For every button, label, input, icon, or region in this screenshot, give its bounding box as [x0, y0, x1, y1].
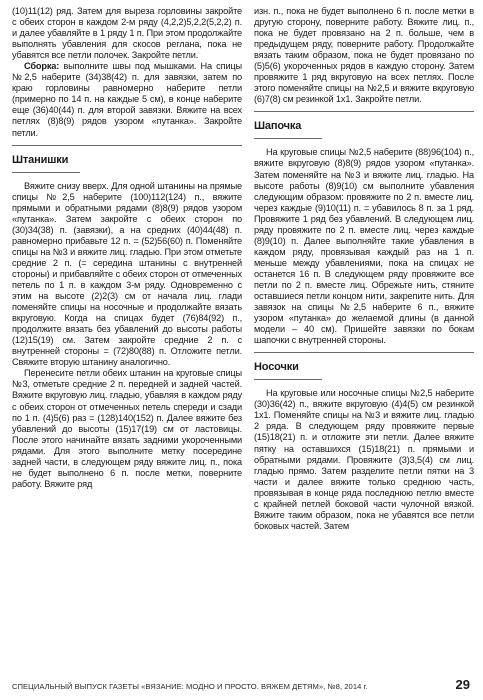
assembly-text: выполните швы под мышками. На спицы №2,5 наберите (34)38(42) п. для завязки, затем по краю горловины равномерно наберите петли (примерно по 14 п. на каждые 5 см), в конце наберите еще (36)40(44) п. для второй завязки. Вяжите на всех петлях (8)8(9) рядов узором «путанка». Закройте петли. — [12, 61, 242, 138]
paragraph-pants-2: Перенесите петли обеих штанин на круговые спицы №3, отметьте средние 2 п. передней и задней частей. Вяжите вкруговую лиц. гладью, убавляя в каждом ряду с обеих сторон от отмеченных петель спереди и сзади по 1 п. (4)5(6) раз = (128)140(152) п. Далее вяжите без убавлений до высоты (15)17(19) см от ластовицы. После этого начинайте вязать задними укороченными рядами. Для этого выполните метку посередине задней части, в следующем ряду вяжите лиц. п., пока не будет выполнено 6 п. после метки, поверните работу. Вяжите ряд — [12, 368, 242, 489]
footer-publication: СПЕЦИАЛЬНЫЙ ВЫПУСК ГАЗЕТЫ «ВЯЗАНИЕ: МОДНО И ПРОСТО. ВЯЖЕМ ДЕТЯМ», №8, 2014 г. — [12, 682, 368, 691]
section-divider — [254, 352, 474, 353]
right-column — [254, 6, 474, 532]
assembly-label: Сборка: — [24, 61, 60, 72]
section-divider — [12, 145, 242, 146]
paragraph-assembly — [12, 61, 242, 138]
heading-hat: Шапочка — [254, 120, 302, 133]
paragraph-neckline: (10)11(12) ряд. Затем для выреза горловины закройте с обеих сторон в каждом 2-м ряду (4,2,2)5,2,2(5,2,2) п. и далее убавляйте в 1 ряду 1 п. При этом продолжайте выполнять убавления для скосов реглана, пока не убавятся все петли полочек. Закройте петли. — [12, 6, 242, 61]
section-divider — [254, 111, 474, 112]
paragraph-socks: На круговые или носочные спицы №2,5 наберите (30)36(42) п., вяжите вкруговую (4)4(5) см резинкой 1x1. Поменяйте спицы на №3 и вяжите лиц. гладью 2 ряда. В следующем ряду провяжите первые (15)18(21) п. и отложите эти петли. Далее вяжите пятку на оставшихся (15)18(21) п. прямыми и обратными рядами. Провяжите (3)3,5(4) см лиц. гладью прямо. Затем разделите петли пятки на 3 части и далее вяжите только среднюю часть, провязывая в конце ряда последнюю петлю вместе с крайней петлей боковой части чулочной вязкой. Вяжите таким образом, пока не убавятся все петли боковых частей. Затем — [254, 388, 474, 531]
heading-socks: Носочки — [254, 361, 299, 374]
heading-underline — [254, 138, 322, 139]
paragraph-hat: На круговые спицы №2,5 наберите (88)96(104) п., вяжите вкруговую (8)8(9) рядов узором «путанка». Затем поменяйте на №3 и вяжите лиц. гладью. На высоте работы (8)9(10) см выполните убавления следующим образом: провяжите по 2 п. вместе лиц. через каждые (9)10(11) п. = убавилось 8 п. за 1 ряд. Провяжите 1 ряд без убавлений. В следующем лиц. ряду провяжите по 2 п. вместе лиц. через каждые (8)9(10) п. Далее выполняйте такие убавления в каждом ряду, провязывая каждый раз на 1 п. меньше между убавлениями, пока на спицах не останется 16 п. В следующем ряду провяжите все петли по 2 п. вместе лиц. Обрежьте нить, стяните оставшиеся петли концом нити, закрепите нить. Для завязок на спицы №2,5 наберите 6 п., вяжите узором «путанка» до желаемой длины (в данной модели – 40 см). Пришейте завязки по бокам шапочки с внутренней стороны. — [254, 147, 474, 346]
paragraph-pants-continued: изн. п., пока не будет выполнено 6 п. после метки в другую сторону, поверните работу. Вяжите лиц. п., пока не будет провязано на 2 п. больше, чем в предыдущем ряду, поверните работу. Продолжайте вязать таким образом, пока не будет провязано по (5)5(6) укороченных рядов в каждую сторону. Затем провяжите 1 ряд вкруговую на всех петлях. После этого поменяйте спицы на №2,5 и вяжите вкруговую (6)7(8) см резинкой 1x1. Закройте петли. — [254, 6, 474, 105]
page-footer — [12, 678, 470, 691]
heading-pants: Штанишки — [12, 153, 69, 166]
heading-underline — [254, 379, 322, 380]
page-number: 29 — [455, 677, 470, 692]
heading-underline — [12, 172, 80, 173]
paragraph-pants-1: Вяжите снизу вверх. Для одной штанины на прямые спицы №2,5 наберите (100)112(124) п., вяжите прямыми и обратными рядами (8)8(9) рядов узором «путанка». Затем закройте с обеих сторон по (30)34(38) п. (завязки), а на средних (40)44(48) п. равномерно прибавьте 12 п. = (52)56(60) п. Поменяйте спицы на №3 и вяжите лиц. гладью. При этом отметьте средние 2 п. (= середина штанины с внутренней стороны) и прибавляйте с обеих сторон от отмеченных петель по 1 п. в каждом 3-м ряду. Одновременно с этим на высоте (2)2(3) см от начала лиц. глади поменяйте спицы на носочные и продолжайте вязать вкруговую. Когда на спицах будет (76)84(92) п., продолжите вязать без убавлений до высоты работы (12)15(19) см. Затем закройте средние 2 п. с внутренней стороны = (72)80(88) п. Отложите петли. Свяжите вторую штанину аналогично. — [12, 180, 242, 368]
left-column — [12, 6, 242, 490]
